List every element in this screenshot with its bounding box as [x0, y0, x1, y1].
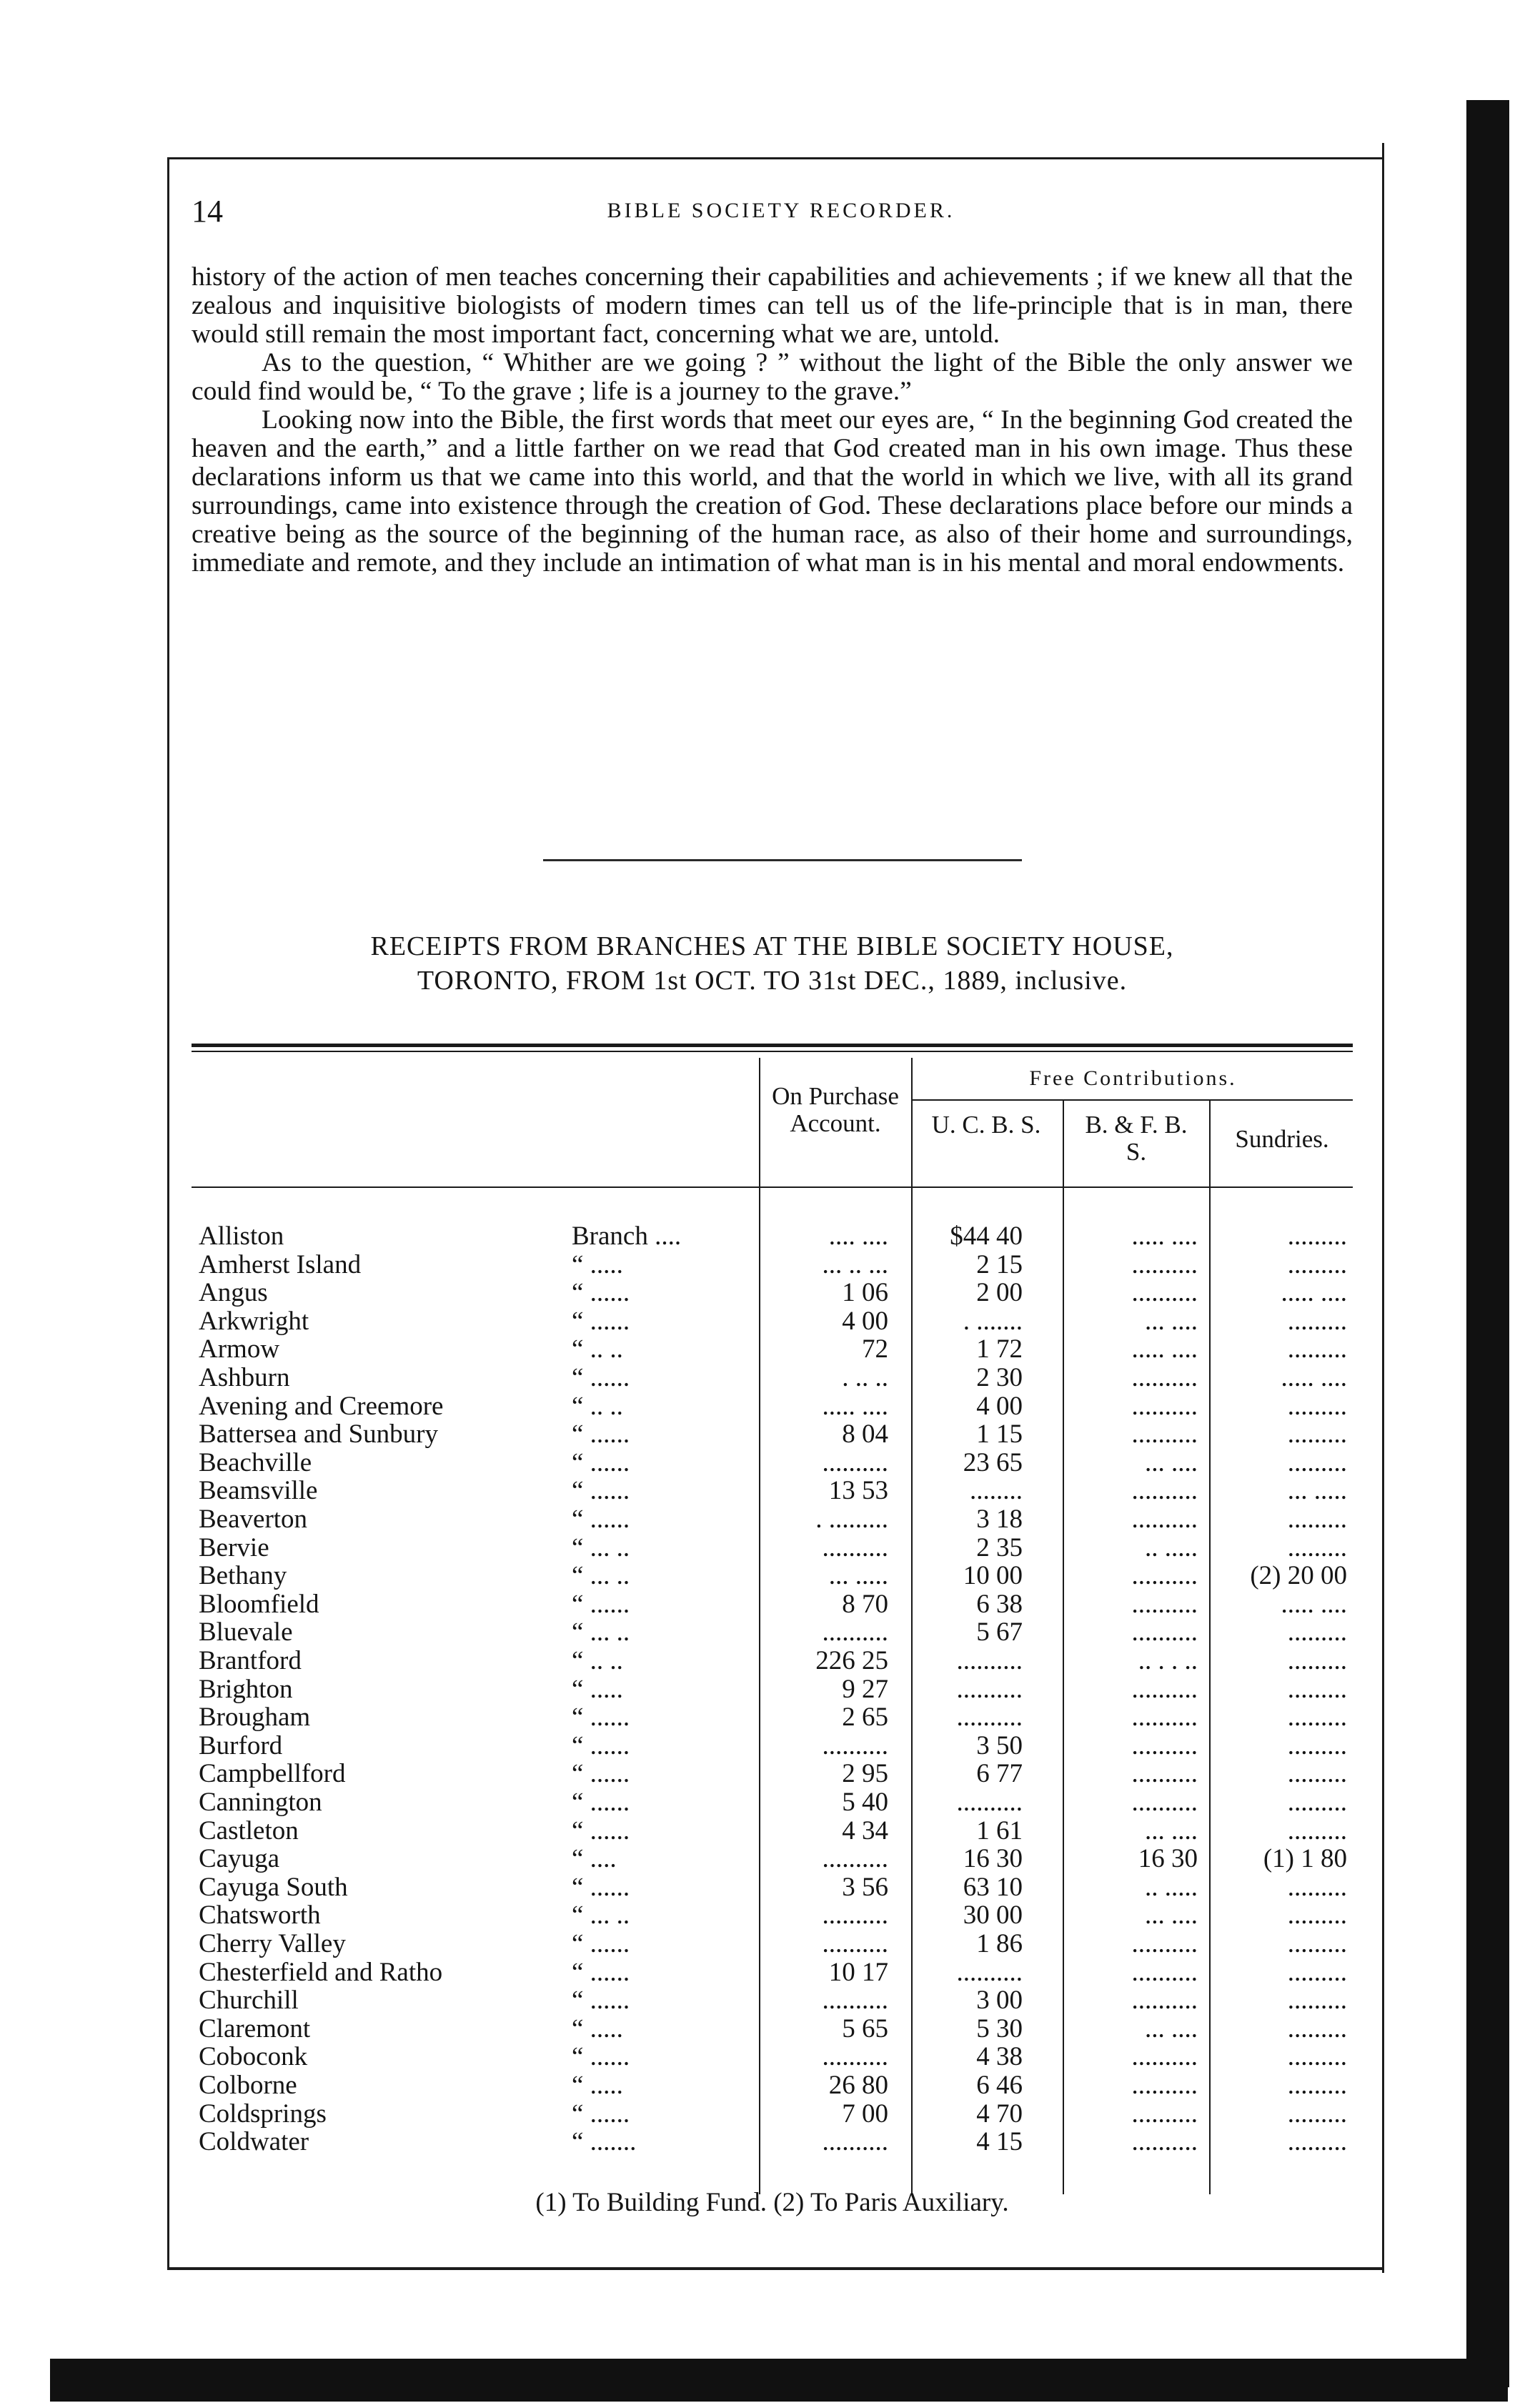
table-row	[0, 1364, 1540, 1392]
cell-sundries: .........	[1287, 2099, 1347, 2129]
cell-sundries: .........	[1287, 1447, 1347, 1477]
cell-bfbs: ..... ....	[1131, 1334, 1198, 1364]
cell-ucbs: 3 18	[976, 1505, 1023, 1534]
cell-type: “ ......	[572, 1447, 630, 1477]
cell-bfbs: ..........	[1131, 1419, 1198, 1450]
cell-type: “ ... ..	[572, 1532, 630, 1562]
scan-bottom-shadow	[50, 2359, 1508, 2402]
cell-bfbs: ..........	[1131, 2042, 1198, 2072]
cell-type: “ ......	[572, 1363, 630, 1392]
cell-purchase: ..........	[822, 1901, 888, 1931]
section-title-line: RECEIPTS FROM BRANCHES AT THE BIBLE SOCIETY HOUSE,	[370, 931, 1174, 961]
cell-ucbs: ..........	[956, 1788, 1023, 1817]
cell-bfbs: 16 30	[1138, 1844, 1198, 1874]
cell-type: “ ......	[572, 1419, 630, 1450]
cell-ucbs: 1 61	[976, 1815, 1023, 1845]
cell-sundries: .........	[1287, 1872, 1347, 1902]
cell-sundries: ... .....	[1287, 1476, 1347, 1506]
cell-type: “ ......	[572, 1986, 630, 2016]
cell-name: Brantford	[199, 1646, 302, 1675]
cell-purchase: ..........	[822, 1447, 888, 1477]
cell-name: Brighton	[199, 1674, 293, 1704]
cell-bfbs: ..........	[1131, 1759, 1198, 1789]
cell-purchase: 2 95	[842, 1759, 888, 1789]
cell-bfbs: ..........	[1131, 1278, 1198, 1308]
table-row	[0, 1873, 1540, 1902]
cell-type: “ ......	[572, 2042, 630, 2072]
cell-name: Chesterfield and Ratho	[199, 1957, 443, 1987]
header-bfbs: B. & F. B. S.	[1085, 1111, 1188, 1166]
article-body	[192, 263, 1353, 578]
cell-bfbs: ..........	[1131, 1703, 1198, 1733]
cell-name: Beamsville	[199, 1476, 318, 1506]
cell-bfbs: .. . . ..	[1138, 1646, 1198, 1675]
cell-bfbs: ..........	[1131, 1561, 1198, 1591]
cell-name: Coldsprings	[199, 2099, 327, 2129]
table-row	[0, 1279, 1540, 1307]
cell-sundries: .........	[1287, 1617, 1347, 1648]
cell-type: “ .....	[572, 1674, 623, 1704]
cell-type: “ .....	[572, 2013, 623, 2043]
cell-sundries: .........	[1287, 1249, 1347, 1279]
cell-ucbs: 1 72	[976, 1334, 1023, 1364]
cell-sundries: .........	[1287, 1505, 1347, 1534]
cell-bfbs: ..... ....	[1131, 1222, 1198, 1251]
cell-ucbs: 2 30	[976, 1363, 1023, 1392]
cell-bfbs: ..........	[1131, 1589, 1198, 1619]
cell-sundries: .........	[1287, 1419, 1347, 1450]
cell-sundries: .........	[1287, 1306, 1347, 1336]
cell-name: Cannington	[199, 1788, 322, 1817]
cell-type: “ .. ..	[572, 1391, 623, 1421]
cell-sundries: .........	[1287, 1815, 1347, 1845]
cell-bfbs: ... ....	[1145, 1447, 1198, 1477]
cell-sundries: .........	[1287, 2071, 1347, 2100]
header-bottom-rule	[192, 1186, 1353, 1188]
cell-purchase: ..........	[822, 2042, 888, 2072]
cell-purchase: 72	[862, 1334, 888, 1364]
cell-purchase: ..........	[822, 1929, 888, 1958]
cell-type: “ ......	[572, 1730, 630, 1760]
paragraph: Looking now into the Bible, the first words that meet our eyes are, “ In the beginning God created the heaven and the earth,” and a little farther on we read that God created man in his own image. Thus these declarations inform us that we came into this world, and that the world in which we live, with all its grand surroundings, came into existence through the creation of God. These declarations place before our minds a creative being as the source of the beginning of the human race, as also of their home and surroundings, immediate and remote, and they include an intimation of what man is in his mental and moral endowments.	[192, 405, 1353, 578]
cell-sundries: ..... ....	[1281, 1589, 1347, 1619]
cell-ucbs: 6 38	[976, 1589, 1023, 1619]
cell-sundries: .........	[1287, 1674, 1347, 1704]
cell-bfbs: ..........	[1131, 1391, 1198, 1421]
table-row	[0, 1703, 1540, 1732]
cell-ucbs: 2 00	[976, 1278, 1023, 1308]
cell-name: Castleton	[199, 1815, 299, 1845]
header-free-contributions: Free Contributions.	[1029, 1066, 1237, 1090]
cell-name: Arkwright	[199, 1306, 309, 1336]
cell-name: Ashburn	[199, 1363, 290, 1392]
cell-name: Alliston	[199, 1222, 284, 1251]
cell-sundries: .........	[1287, 1391, 1347, 1421]
cell-bfbs: ... ....	[1145, 1306, 1198, 1336]
cell-type: “ ... ..	[572, 1561, 630, 1591]
cell-sundries: .........	[1287, 1222, 1347, 1251]
cell-name: Burford	[199, 1730, 283, 1760]
table-top-rule-thin	[192, 1051, 1353, 1052]
cell-ucbs: ..........	[956, 1957, 1023, 1987]
header-purchase: On Purchase Account.	[772, 1082, 899, 1137]
cell-purchase: . .........	[815, 1505, 888, 1534]
cell-type: “ ......	[572, 1476, 630, 1506]
cell-type: “ .. ..	[572, 1334, 623, 1364]
cell-purchase: ... .....	[828, 1561, 888, 1591]
cell-ucbs: 23 65	[963, 1447, 1023, 1477]
table-row	[0, 1222, 1540, 1251]
section-title-line: TORONTO, FROM 1st OCT. TO 31st DEC., 1889, inclusive.	[417, 966, 1128, 996]
cell-name: Cherry Valley	[199, 1929, 346, 1958]
cell-purchase: . .. ..	[842, 1363, 888, 1392]
cell-bfbs: .. .....	[1145, 1532, 1198, 1562]
section-title	[192, 929, 1353, 998]
cell-purchase: .... ....	[828, 1222, 888, 1251]
cell-ucbs: 6 77	[976, 1759, 1023, 1789]
cell-type: “ ......	[572, 1306, 630, 1336]
table-row	[0, 1901, 1540, 1930]
cell-type: “ .....	[572, 1249, 623, 1279]
table-row	[0, 1958, 1540, 1987]
table-row	[0, 1392, 1540, 1421]
cell-ucbs: 1 15	[976, 1419, 1023, 1450]
cell-purchase: 1 06	[842, 1278, 888, 1308]
table-row	[0, 1930, 1540, 1958]
cell-ucbs: ........	[970, 1476, 1023, 1506]
cell-sundries: .........	[1287, 1986, 1347, 2016]
cell-ucbs: 30 00	[963, 1901, 1023, 1931]
cell-ucbs: 63 10	[963, 1872, 1023, 1902]
cell-ucbs: 2 35	[976, 1532, 1023, 1562]
table-row	[0, 2071, 1540, 2100]
cell-type: “ ... ..	[572, 1617, 630, 1648]
cell-name: Battersea and Sunbury	[199, 1419, 438, 1450]
cell-bfbs: ..........	[1131, 1674, 1198, 1704]
cell-type: “ ......	[572, 1505, 630, 1534]
table-row	[0, 1335, 1540, 1364]
cell-name: Cayuga	[199, 1844, 280, 1874]
cell-bfbs: ... ....	[1145, 1815, 1198, 1845]
cell-name: Beachville	[199, 1447, 312, 1477]
cell-name: Churchill	[199, 1986, 299, 2016]
cell-name: Angus	[199, 1278, 268, 1308]
cell-purchase: ... .. ...	[822, 1249, 888, 1279]
cell-ucbs: ..........	[956, 1674, 1023, 1704]
cell-bfbs: ..........	[1131, 2127, 1198, 2157]
cell-type: “ ......	[572, 1957, 630, 1987]
cell-type: “ ......	[572, 1788, 630, 1817]
cell-purchase: 13 53	[828, 1476, 888, 1506]
cell-purchase: ..........	[822, 1986, 888, 2016]
cell-sundries: .........	[1287, 1730, 1347, 1760]
table-row	[0, 2043, 1540, 2071]
cell-name: Beaverton	[199, 1505, 308, 1534]
cell-name: Avening and Creemore	[199, 1391, 444, 1421]
cell-purchase: ..........	[822, 2127, 888, 2157]
footnote: (1) To Building Fund. (2) To Paris Auxiliary.	[535, 2188, 1009, 2217]
cell-type: Branch ....	[572, 1222, 682, 1251]
cell-type: “ ....	[572, 1844, 617, 1874]
cell-bfbs: ..........	[1131, 1788, 1198, 1817]
cell-bfbs: ..........	[1131, 2071, 1198, 2100]
table-top-rule	[192, 1044, 1353, 1047]
table-row	[0, 1845, 1540, 1873]
cell-bfbs: ..........	[1131, 2099, 1198, 2129]
cell-bfbs: ..........	[1131, 1730, 1198, 1760]
cell-sundries: .........	[1287, 2013, 1347, 2043]
cell-sundries: (2) 20 00	[1250, 1561, 1347, 1591]
cell-purchase: 2 65	[842, 1703, 888, 1733]
cell-sundries: (1) 1 80	[1263, 1844, 1347, 1874]
cell-purchase: ..........	[822, 1730, 888, 1760]
cell-sundries: .........	[1287, 1703, 1347, 1733]
cell-sundries: .........	[1287, 1901, 1347, 1931]
page-frame-top	[167, 157, 1382, 159]
cell-name: Brougham	[199, 1703, 311, 1733]
cell-purchase: 5 65	[842, 2013, 888, 2043]
header-sundries: Sundries.	[1235, 1125, 1329, 1153]
cell-ucbs: 3 50	[976, 1730, 1023, 1760]
cell-bfbs: .. .....	[1145, 1872, 1198, 1902]
cell-purchase: 3 56	[842, 1872, 888, 1902]
running-title: BIBLE SOCIETY RECORDER.	[607, 199, 955, 222]
cell-purchase: 26 80	[828, 2071, 888, 2100]
cell-ucbs: 16 30	[963, 1844, 1023, 1874]
table-row	[0, 2100, 1540, 2129]
cell-ucbs: 4 70	[976, 2099, 1023, 2129]
cell-type: “ .....	[572, 2071, 623, 2100]
cell-name: Coldwater	[199, 2127, 309, 2157]
cell-name: Claremont	[199, 2013, 311, 2043]
cell-type: “ ......	[572, 1278, 630, 1308]
cell-type: “ ......	[572, 2099, 630, 2129]
cell-type: “ ......	[572, 1703, 630, 1733]
cell-sundries: .........	[1287, 1957, 1347, 1987]
cell-ucbs: ..........	[956, 1646, 1023, 1675]
cell-name: Coboconk	[199, 2042, 308, 2072]
table-row	[0, 1590, 1540, 1619]
cell-purchase: ..... ....	[822, 1391, 888, 1421]
cell-name: Bervie	[199, 1532, 269, 1562]
cell-sundries: ..... ....	[1281, 1363, 1347, 1392]
cell-purchase: ..........	[822, 1844, 888, 1874]
table-row	[0, 1817, 1540, 1845]
cell-sundries: .........	[1287, 2042, 1347, 2072]
cell-sundries: ..... ....	[1281, 1278, 1347, 1308]
cell-bfbs: ... ....	[1145, 1901, 1198, 1931]
table-row	[0, 1647, 1540, 1675]
cell-ucbs: 4 15	[976, 2127, 1023, 2157]
cell-ucbs: 10 00	[963, 1561, 1023, 1591]
cell-sundries: .........	[1287, 1929, 1347, 1958]
table-row	[0, 2128, 1540, 2156]
cell-type: “ ......	[572, 1872, 630, 1902]
cell-ucbs: 5 67	[976, 1617, 1023, 1648]
cell-type: “ ......	[572, 1929, 630, 1958]
cell-purchase: 4 00	[842, 1306, 888, 1336]
table-row	[0, 1449, 1540, 1477]
free-contributions-rule	[911, 1099, 1353, 1101]
table-row	[0, 1477, 1540, 1505]
table-row	[0, 1251, 1540, 1279]
cell-type: “ .. ..	[572, 1646, 623, 1675]
cell-sundries: .........	[1287, 1532, 1347, 1562]
paragraph: As to the question, “ Whither are we going ? ” without the light of the Bible the only answer we could find would be, “ To the grave ; life is a journey to the grave.”	[192, 348, 1353, 406]
cell-name: Amherst Island	[199, 1249, 362, 1279]
cell-ucbs: 6 46	[976, 2071, 1023, 2100]
cell-purchase: 226 25	[815, 1646, 888, 1675]
cell-purchase: ..........	[822, 1617, 888, 1648]
cell-bfbs: ..........	[1131, 1505, 1198, 1534]
cell-name: Bethany	[199, 1561, 287, 1591]
cell-ucbs: 3 00	[976, 1986, 1023, 2016]
cell-ucbs: 2 15	[976, 1249, 1023, 1279]
cell-purchase: ..........	[822, 1532, 888, 1562]
cell-purchase: 7 00	[842, 2099, 888, 2129]
cell-ucbs: . .......	[963, 1306, 1023, 1336]
cell-type: “ ......	[572, 1759, 630, 1789]
cell-bfbs: ..........	[1131, 1617, 1198, 1648]
table-row	[0, 1618, 1540, 1647]
cell-bfbs: ..........	[1131, 1986, 1198, 2016]
table-row	[0, 1534, 1540, 1562]
cell-bfbs: ... ....	[1145, 2013, 1198, 2043]
cell-ucbs: $44 40	[950, 1222, 1023, 1251]
cell-type: “ ... ..	[572, 1901, 630, 1931]
cell-purchase: 8 70	[842, 1589, 888, 1619]
table-row	[0, 1307, 1540, 1336]
cell-sundries: .........	[1287, 1646, 1347, 1675]
cell-type: “ .......	[572, 2127, 637, 2157]
cell-sundries: .........	[1287, 1759, 1347, 1789]
cell-ucbs: 1 86	[976, 1929, 1023, 1958]
cell-purchase: 10 17	[828, 1957, 888, 1987]
section-divider	[543, 859, 1022, 861]
cell-name: Chatsworth	[199, 1901, 321, 1931]
cell-name: Colborne	[199, 2071, 297, 2100]
page-number: 14	[192, 194, 223, 229]
cell-ucbs: 4 00	[976, 1391, 1023, 1421]
cell-type: “ ......	[572, 1815, 630, 1845]
table-row	[0, 2015, 1540, 2043]
cell-ucbs: 5 30	[976, 2013, 1023, 2043]
cell-sundries: .........	[1287, 1334, 1347, 1364]
cell-name: Bloomfield	[199, 1589, 319, 1619]
table-row	[0, 1675, 1540, 1704]
table-row	[0, 1760, 1540, 1788]
cell-ucbs: ..........	[956, 1703, 1023, 1733]
cell-name: Bluevale	[199, 1617, 293, 1648]
cell-sundries: .........	[1287, 2127, 1347, 2157]
table-row	[0, 1420, 1540, 1449]
cell-type: “ ......	[572, 1589, 630, 1619]
table-row	[0, 1788, 1540, 1817]
running-head	[192, 193, 1371, 236]
cell-bfbs: ..........	[1131, 1929, 1198, 1958]
table-row	[0, 1562, 1540, 1590]
table-row	[0, 1986, 1540, 2015]
cell-name: Cayuga South	[199, 1872, 348, 1902]
cell-purchase: 4 34	[842, 1815, 888, 1845]
cell-purchase: 5 40	[842, 1788, 888, 1817]
cell-ucbs: 4 38	[976, 2042, 1023, 2072]
table-row	[0, 1505, 1540, 1534]
cell-bfbs: ..........	[1131, 1476, 1198, 1506]
cell-purchase: 8 04	[842, 1419, 888, 1450]
cell-sundries: .........	[1287, 1788, 1347, 1817]
cell-bfbs: ..........	[1131, 1249, 1198, 1279]
cell-bfbs: ..........	[1131, 1363, 1198, 1392]
header-ucbs: U. C. B. S.	[931, 1111, 1041, 1139]
paragraph: history of the action of men teaches concerning their capabilities and achievements ; if we knew all that the zealous and inquisitive biologists of modern times can tell us of the life-principle that is in man, there would still remain the most important fact, concerning what we are, untold.	[192, 262, 1353, 349]
cell-name: Armow	[199, 1334, 280, 1364]
cell-name: Campbellford	[199, 1759, 346, 1789]
cell-purchase: 9 27	[842, 1674, 888, 1704]
page-frame-bottom	[167, 2267, 1382, 2270]
cell-bfbs: ..........	[1131, 1957, 1198, 1987]
table-row	[0, 1732, 1540, 1760]
